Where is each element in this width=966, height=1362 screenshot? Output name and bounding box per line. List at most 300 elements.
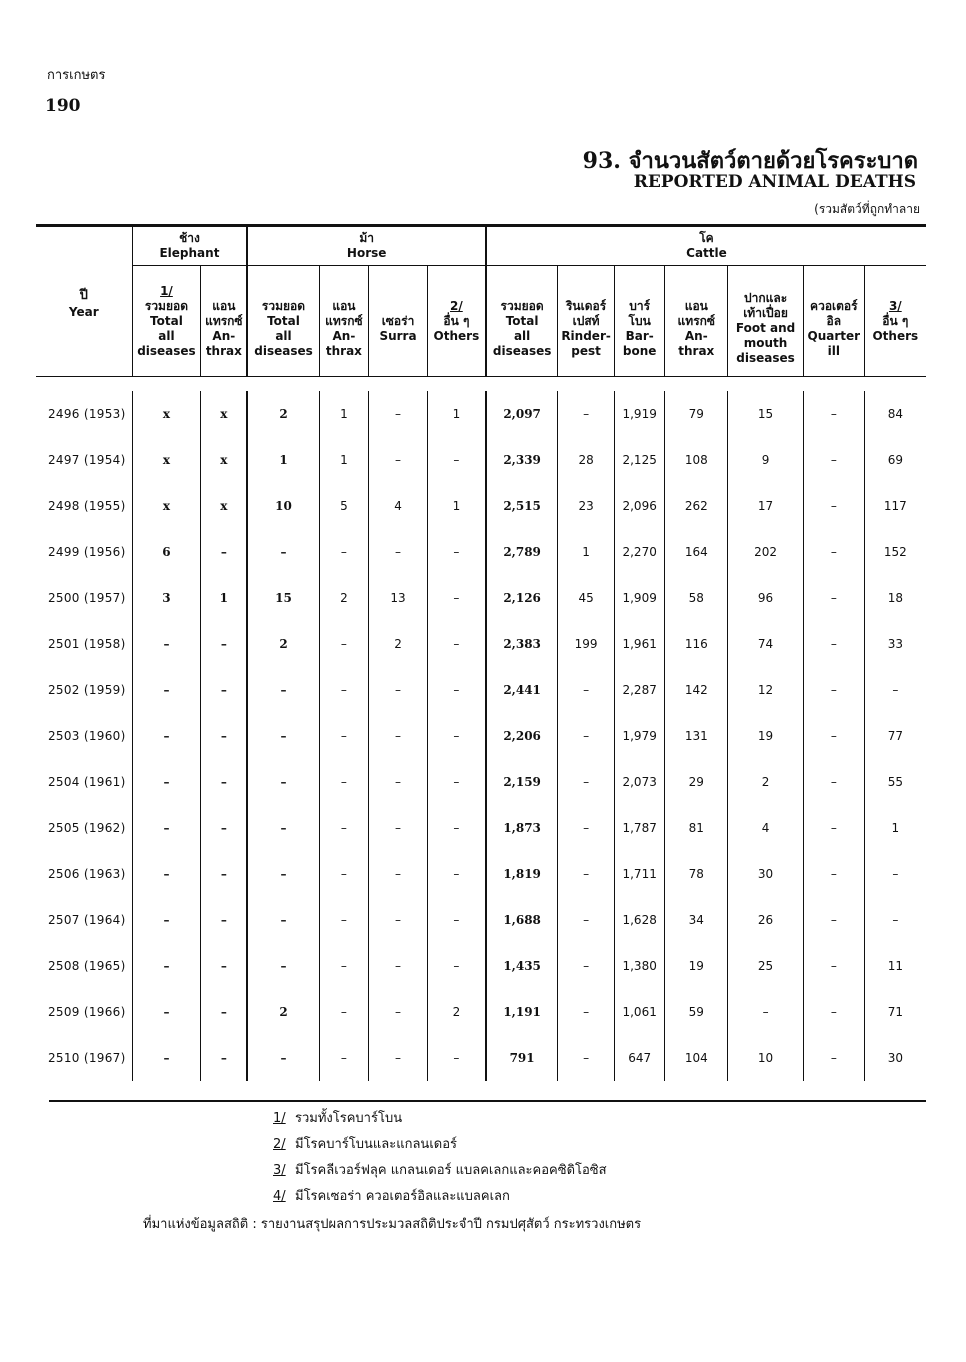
year-header-english: Year <box>68 305 99 319</box>
row-year: 2507 (1964) <box>48 913 126 927</box>
footnote-text: รวมทั้งโรคบาร์โบน <box>295 1111 403 1126</box>
column-header-note: 2/ <box>450 298 463 313</box>
column-header-note <box>558 284 614 299</box>
column-header-en1: Bar- <box>625 328 654 343</box>
table-cell: – <box>427 897 486 943</box>
table-cell: 117 <box>864 483 926 529</box>
table-cell: – <box>247 529 319 575</box>
row-year: 2509 (1966) <box>48 1005 126 1019</box>
table-row <box>36 851 926 897</box>
table-cell: 1,979 <box>614 713 665 759</box>
table-cell: 2,441 <box>486 667 558 713</box>
table-cell: x <box>201 391 248 437</box>
column-header-th2: แทรกซ์ <box>205 313 243 328</box>
table-cell: 108 <box>665 437 728 483</box>
table-cell: 2,339 <box>486 437 558 483</box>
footnotes <box>273 1106 607 1210</box>
table-cell: 152 <box>864 529 926 575</box>
column-header <box>728 266 804 377</box>
group-horse-thai: ม้า <box>359 231 374 245</box>
table-title-english: REPORTED ANIMAL DEATHS <box>633 172 916 192</box>
table-row <box>36 667 926 713</box>
table-row <box>36 805 926 851</box>
column-header-en1: Foot and <box>735 321 796 335</box>
column-header-th2: อิล <box>826 313 842 328</box>
table-cell: 5 <box>319 483 369 529</box>
column-header-en3: diseases <box>736 351 795 365</box>
table-cell: – <box>319 897 369 943</box>
table-cell: 23 <box>558 483 615 529</box>
table-cell: 79 <box>665 391 728 437</box>
table-cell: – <box>864 851 926 897</box>
table-cell: – <box>803 391 864 437</box>
column-header-en1: Total <box>150 313 183 328</box>
table-cell: – <box>132 851 201 897</box>
table-cell: 199 <box>558 621 615 667</box>
table-cell: – <box>201 897 248 943</box>
table-cell: 28 <box>558 437 615 483</box>
table-cell: 164 <box>665 529 728 575</box>
table-cell: – <box>803 1035 864 1081</box>
table-cell: – <box>369 1035 428 1081</box>
column-header-th: ปากและ <box>743 291 788 305</box>
table-cell: 2,125 <box>614 437 665 483</box>
table-cell: 4 <box>728 805 804 851</box>
table-cell: x <box>132 483 201 529</box>
column-header-en2: all <box>275 328 292 343</box>
table-cell: – <box>728 989 804 1035</box>
table-cell: – <box>864 667 926 713</box>
table-row <box>36 391 926 437</box>
group-cattle-english: Cattle <box>686 246 727 260</box>
footnote-mark: 3/ <box>273 1163 286 1178</box>
table-cell: – <box>319 989 369 1035</box>
column-header-note <box>487 284 557 299</box>
table-cell: – <box>201 805 248 851</box>
column-header-th2: แทรกซ์ <box>325 313 363 328</box>
row-year: 2504 (1961) <box>48 775 126 789</box>
group-header-cattle <box>486 226 926 266</box>
column-header-th: รวมยอด <box>144 298 188 313</box>
table-row <box>36 483 926 529</box>
table-cell: 4 <box>369 483 428 529</box>
row-year: 2498 (1955) <box>48 499 126 513</box>
table-cell: – <box>201 759 248 805</box>
table-row <box>36 989 926 1035</box>
table-cell: – <box>803 851 864 897</box>
year-header-thai: ปี <box>79 288 88 303</box>
column-header <box>247 266 319 377</box>
table-cell: – <box>247 943 319 989</box>
column-header-th: แอน <box>212 298 236 313</box>
table-cell: – <box>427 575 486 621</box>
table-cell: 59 <box>665 989 728 1035</box>
table-cell: 647 <box>614 1035 665 1081</box>
group-header-horse <box>247 226 486 266</box>
table-cell: 104 <box>665 1035 728 1081</box>
table-row <box>36 1035 926 1081</box>
table-cell: – <box>132 943 201 989</box>
animal-deaths-table <box>36 224 926 1081</box>
table-cell: – <box>427 851 486 897</box>
table-cell: – <box>558 391 615 437</box>
column-header-en2: thrax <box>205 343 242 358</box>
footnote-text: มีโรคลีเวอร์ฟลุค แกลนเดอร์ แบลคเลกและคอคซิดิโอซิส <box>295 1163 607 1178</box>
table-cell: x <box>201 483 248 529</box>
table-cell: – <box>247 851 319 897</box>
table-cell: 2,159 <box>486 759 558 805</box>
table-cell: 2,287 <box>614 667 665 713</box>
table-cell: 1,961 <box>614 621 665 667</box>
table-cell: – <box>369 851 428 897</box>
group-header-elephant <box>132 226 247 266</box>
table-cell: 1,061 <box>614 989 665 1035</box>
footnote <box>273 1158 607 1184</box>
table-cell: – <box>427 667 486 713</box>
table-cell: 2 <box>247 989 319 1035</box>
column-header <box>486 266 558 377</box>
column-header <box>132 266 201 377</box>
table-cell: 15 <box>247 575 319 621</box>
table-row <box>36 713 926 759</box>
column-header-th: อื่น ๆ <box>443 313 470 328</box>
footnote-mark: 2/ <box>273 1137 286 1152</box>
table-cell: 1,919 <box>614 391 665 437</box>
table-cell: – <box>247 805 319 851</box>
table-cell: 19 <box>728 713 804 759</box>
table-cell: – <box>803 943 864 989</box>
table-cell: – <box>803 437 864 483</box>
table-cell: 96 <box>728 575 804 621</box>
table-cell: – <box>427 621 486 667</box>
table-bottom-rule <box>49 1100 926 1102</box>
table-cell: – <box>427 759 486 805</box>
table-cell: – <box>369 805 428 851</box>
table-cell: – <box>803 805 864 851</box>
table-row <box>36 621 926 667</box>
table-cell: 10 <box>728 1035 804 1081</box>
table-cell: – <box>132 897 201 943</box>
table-cell: 1 <box>427 391 486 437</box>
table-cell: – <box>803 483 864 529</box>
table-cell: 2,270 <box>614 529 665 575</box>
column-header-th: รวมยอด <box>261 298 306 313</box>
table-cell: 84 <box>864 391 926 437</box>
row-year: 2501 (1958) <box>48 637 126 651</box>
row-year: 2502 (1959) <box>48 683 126 697</box>
table-cell: 1,688 <box>486 897 558 943</box>
column-header-en2: bone <box>622 343 657 358</box>
table-cell: – <box>369 897 428 943</box>
footnote-text: มีโรคบาร์โบนและแกลนเดอร์ <box>295 1137 457 1152</box>
column-header-th: แอน <box>684 298 708 313</box>
table-cell: – <box>803 713 864 759</box>
column-header-th: เซอร่า <box>381 313 415 328</box>
column-header-en3: diseases <box>254 343 313 358</box>
column-header-en1: Total <box>505 313 539 328</box>
table-cell: 2,126 <box>486 575 558 621</box>
table-cell: – <box>201 989 248 1035</box>
table-row <box>36 759 926 805</box>
table-cell: 2,383 <box>486 621 558 667</box>
column-header-en3: diseases <box>137 343 196 358</box>
table-cell: 791 <box>486 1035 558 1081</box>
column-header <box>614 266 665 377</box>
table-cell: 33 <box>864 621 926 667</box>
table-cell: – <box>558 667 615 713</box>
table-cell: 30 <box>728 851 804 897</box>
table-title-thai: 93. จำนวนสัตว์ตายด้วยโรคระบาด <box>582 148 918 174</box>
table-cell: 11 <box>864 943 926 989</box>
column-header-th: รวมยอด <box>500 298 544 313</box>
data-source: ที่มาแห่งข้อมูลสถิติ : รายงานสรุปผลการประมวลสถิติประจำปี กรมปศุสัตว์ กระทรวงเกษตร <box>143 1217 642 1232</box>
table-cell: 1,873 <box>486 805 558 851</box>
table-cell: – <box>803 575 864 621</box>
footnote-text: มีโรคเซอร่า ควอเตอร์อิลและแบลคเลก <box>295 1189 510 1204</box>
table-cell: 2 <box>427 989 486 1035</box>
group-elephant-thai: ช้าง <box>179 231 200 245</box>
table-cell: 1,819 <box>486 851 558 897</box>
footnote <box>273 1106 607 1132</box>
table-cell: – <box>369 391 428 437</box>
section-label: การเกษตร <box>47 68 106 83</box>
table-cell: 12 <box>728 667 804 713</box>
column-header-note <box>665 284 727 299</box>
table-cell: 262 <box>665 483 728 529</box>
table-cell: – <box>132 1035 201 1081</box>
row-year: 2500 (1957) <box>48 591 126 605</box>
table-cell: 142 <box>665 667 728 713</box>
table-subtitle: (รวมสัตว์ที่ถูกทำลาย <box>814 202 920 216</box>
table-cell: 71 <box>864 989 926 1035</box>
table-cell: 3 <box>132 575 201 621</box>
table-cell: – <box>369 437 428 483</box>
column-header-en1: Others <box>872 328 919 343</box>
table-cell: 74 <box>728 621 804 667</box>
table-cell: 10 <box>247 483 319 529</box>
column-header-en2: all <box>513 328 531 343</box>
table-cell: – <box>319 1035 369 1081</box>
column-header-en1: Rinder- <box>561 328 611 343</box>
table-cell: – <box>558 805 615 851</box>
footnote <box>273 1184 607 1210</box>
table-cell: 1,191 <box>486 989 558 1035</box>
table-cell: – <box>803 897 864 943</box>
table-cell: – <box>319 805 369 851</box>
table-cell: 1 <box>864 805 926 851</box>
column-header-en1: An- <box>212 328 236 343</box>
row-year: 2503 (1960) <box>48 729 126 743</box>
table-cell: 1 <box>319 437 369 483</box>
table-cell: 2,097 <box>486 391 558 437</box>
table-cell: 30 <box>864 1035 926 1081</box>
column-header <box>319 266 369 377</box>
table-cell: – <box>319 621 369 667</box>
table-cell: 2,789 <box>486 529 558 575</box>
table-row <box>36 943 926 989</box>
table-row <box>36 437 926 483</box>
table-cell: – <box>132 759 201 805</box>
table-cell: – <box>247 897 319 943</box>
table-cell: x <box>132 391 201 437</box>
column-header <box>201 266 248 377</box>
table-cell: 2 <box>247 621 319 667</box>
table-cell: 202 <box>728 529 804 575</box>
column-header <box>558 266 615 377</box>
table-cell: – <box>201 667 248 713</box>
table-row <box>36 529 926 575</box>
table-cell: 2,515 <box>486 483 558 529</box>
table-cell: – <box>558 713 615 759</box>
table-cell: – <box>247 713 319 759</box>
table-cell: 1,787 <box>614 805 665 851</box>
table-cell: – <box>369 943 428 989</box>
column-header-th2: เท้าเปื่อย <box>743 306 788 320</box>
table-cell: 29 <box>665 759 728 805</box>
table-cell: 1 <box>201 575 248 621</box>
table-cell: – <box>803 667 864 713</box>
table-cell: 1,628 <box>614 897 665 943</box>
column-header-th2: แทรกซ์ <box>677 313 716 328</box>
column-header-en1: Quarter <box>807 328 861 343</box>
table-cell: 2,206 <box>486 713 558 759</box>
table-cell: – <box>201 713 248 759</box>
table-cell: – <box>132 713 201 759</box>
column-header-th2: เปสท์ <box>572 313 600 328</box>
table-cell: – <box>319 667 369 713</box>
column-header-en1: Total <box>267 313 300 328</box>
column-header-note <box>248 284 318 299</box>
table-cell: 1,909 <box>614 575 665 621</box>
footnote <box>273 1132 607 1158</box>
column-header <box>803 266 864 377</box>
table-cell: 9 <box>728 437 804 483</box>
column-header-th: บาร์ <box>629 298 651 313</box>
table-cell: – <box>132 989 201 1035</box>
table-cell: 13 <box>369 575 428 621</box>
column-header-en2: ill <box>827 343 840 358</box>
row-year: 2496 (1953) <box>48 407 126 421</box>
table-cell: 1 <box>319 391 369 437</box>
column-header-en1: An- <box>684 328 708 343</box>
year-header <box>36 226 132 377</box>
column-header-th: แอน <box>332 298 356 313</box>
table-cell: – <box>247 667 319 713</box>
table-cell: 2 <box>728 759 804 805</box>
column-header-note <box>369 299 427 314</box>
column-header-en3: diseases <box>492 343 552 358</box>
table-cell: – <box>558 759 615 805</box>
table-cell: – <box>369 713 428 759</box>
table-row <box>36 575 926 621</box>
table-cell: – <box>427 805 486 851</box>
table-cell: – <box>319 529 369 575</box>
table-cell: 34 <box>665 897 728 943</box>
column-header-note: 1/ <box>160 283 173 298</box>
footnote-mark: 1/ <box>273 1111 286 1126</box>
table-cell: 81 <box>665 805 728 851</box>
table-cell: 69 <box>864 437 926 483</box>
table-cell: – <box>427 437 486 483</box>
table-cell: – <box>201 851 248 897</box>
table-cell: – <box>427 713 486 759</box>
table-cell: – <box>247 1035 319 1081</box>
table-cell: – <box>803 759 864 805</box>
column-header-th2: โบน <box>628 313 651 328</box>
table-cell: – <box>319 759 369 805</box>
footnote-mark: 4/ <box>273 1189 286 1204</box>
table-cell: 1,435 <box>486 943 558 989</box>
table-cell: – <box>803 989 864 1035</box>
column-header-note <box>615 284 665 299</box>
table-cell: 78 <box>665 851 728 897</box>
table-cell: – <box>558 989 615 1035</box>
column-header <box>369 266 428 377</box>
column-header-note <box>728 276 803 291</box>
column-header-en1: Surra <box>379 328 417 343</box>
row-year: 2506 (1963) <box>48 867 126 881</box>
column-header <box>665 266 728 377</box>
table-cell: 2 <box>319 575 369 621</box>
column-header-row <box>36 266 926 377</box>
table-cell: 1,711 <box>614 851 665 897</box>
column-header-note <box>201 284 246 299</box>
column-header-en2: thrax <box>678 343 715 358</box>
table-cell: – <box>427 1035 486 1081</box>
column-header-th: รินเดอร์ <box>565 298 607 313</box>
table-cell: – <box>369 759 428 805</box>
table-cell: – <box>247 759 319 805</box>
table-cell: 131 <box>665 713 728 759</box>
column-header-note <box>320 284 369 299</box>
table-cell: 2,073 <box>614 759 665 805</box>
table-cell: – <box>132 621 201 667</box>
table-cell: 2,096 <box>614 483 665 529</box>
table-cell: 1 <box>247 437 319 483</box>
table-cell: 2 <box>247 391 319 437</box>
row-year: 2508 (1965) <box>48 959 126 973</box>
table-cell: – <box>201 1035 248 1081</box>
table-cell: – <box>369 667 428 713</box>
table-cell: 1 <box>427 483 486 529</box>
table-cell: 2 <box>369 621 428 667</box>
row-year: 2510 (1967) <box>48 1051 126 1065</box>
table-body <box>36 391 926 1081</box>
table-cell: 116 <box>665 621 728 667</box>
table-cell: 18 <box>864 575 926 621</box>
column-header-en2: pest <box>571 343 601 358</box>
group-horse-english: Horse <box>346 246 387 260</box>
table-cell: 17 <box>728 483 804 529</box>
table-cell: x <box>201 437 248 483</box>
table-cell: x <box>132 437 201 483</box>
column-header-en2: thrax <box>325 343 362 358</box>
table-cell: – <box>132 805 201 851</box>
page-number: 190 <box>45 96 81 116</box>
table-cell: 15 <box>728 391 804 437</box>
table-cell: 1,380 <box>614 943 665 989</box>
table-cell: – <box>201 621 248 667</box>
table-cell: – <box>803 529 864 575</box>
table-cell: – <box>864 897 926 943</box>
table-cell: 19 <box>665 943 728 989</box>
row-year: 2499 (1956) <box>48 545 126 559</box>
table-cell: – <box>319 943 369 989</box>
table-cell: 26 <box>728 897 804 943</box>
table-cell: – <box>319 713 369 759</box>
column-header-th: อื่น ๆ <box>882 313 909 328</box>
table-cell: – <box>558 851 615 897</box>
